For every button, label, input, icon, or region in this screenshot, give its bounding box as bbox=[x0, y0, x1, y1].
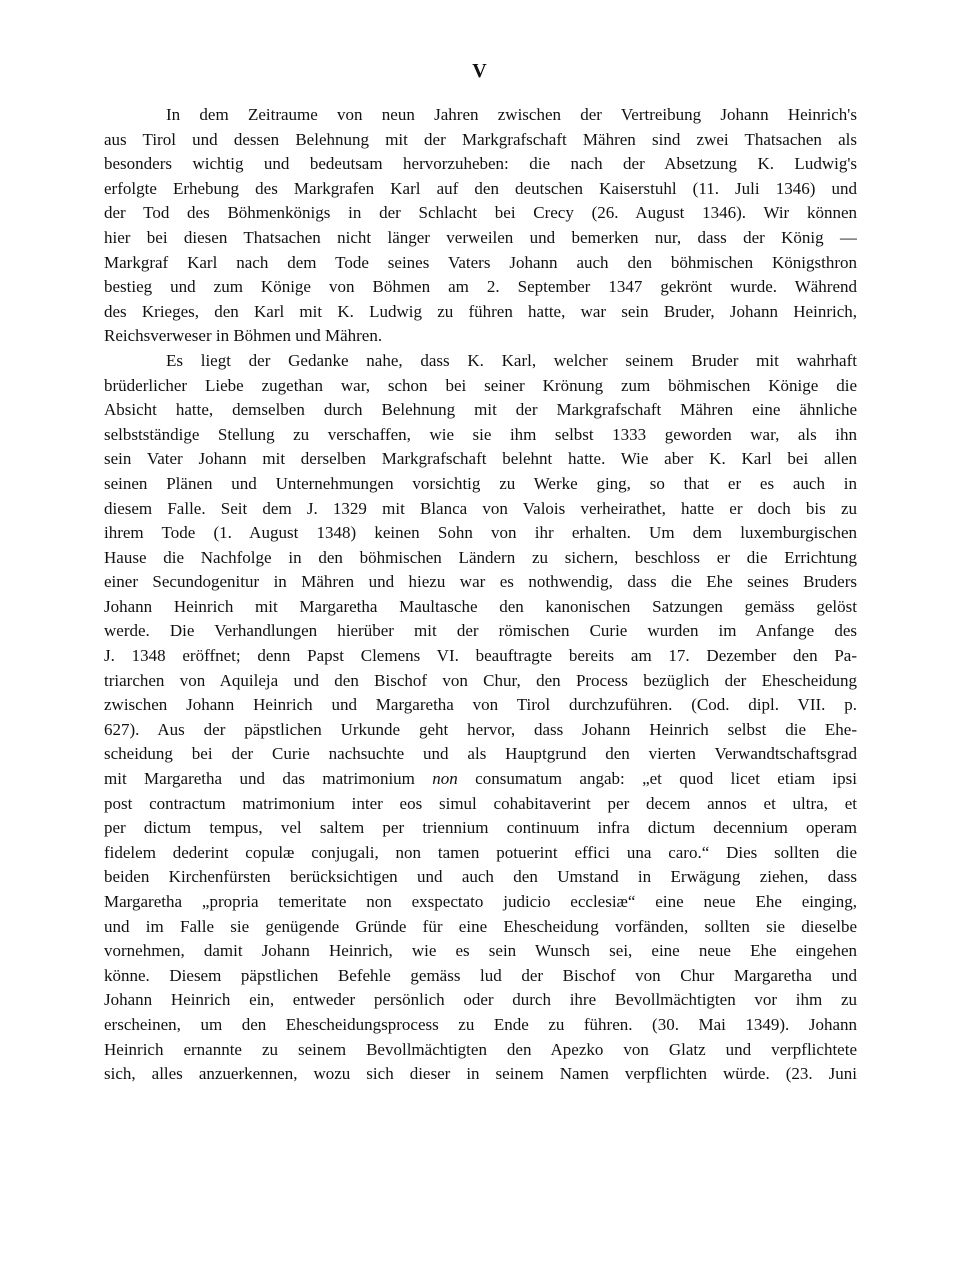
text-line: besonders wichtig und bedeutsam hervorzuheben: die nach der Absetzung K. Ludwig's bbox=[104, 154, 857, 174]
text-line: Margaretha „propria temeritate non exspectato judicio ecclesiæ“ eine neue Ehe einging, bbox=[104, 892, 857, 911]
text-line: J. 1348 eröffnet; denn Papst Clemens VI. beauftragte bereits am 17. Dezember den Pa- bbox=[104, 646, 857, 666]
text-line: fidelem dederint copulæ conjugali, non tamen potuerint effici una caro.“ Dies sollten die bbox=[104, 842, 857, 862]
text-line: ihrem Tode (1. August 1348) keinen Sohn von ihr erhalten. Um dem luxemburgischen bbox=[104, 523, 857, 543]
text-line: einer Secundogenitur in Mähren und hiezu war es nothwendig, dass die Ehe seines Bruders bbox=[104, 572, 857, 592]
text-line: post contractum matrimonium inter eos simul cohabitaverint per decem annos et ultra, et bbox=[104, 793, 857, 813]
text-line: Hause die Nachfolge in den böhmischen Ländern zu sichern, beschloss er die Errichtung bbox=[104, 547, 857, 567]
text-line: scheidung bei der Curie nachsuchte und als Hauptgrund den vierten Verwandtschaftsgrad bbox=[104, 744, 857, 764]
page-number: V bbox=[472, 60, 488, 82]
text-line: werde. Die Verhandlungen hierüber mit der römischen Curie wurden im Anfange des bbox=[104, 621, 857, 641]
text-line: brüderlicher Liebe zugethan war, schon bei seiner Krönung zum böhmischen Könige die bbox=[104, 375, 857, 395]
text-line: aus Tirol und dessen Belehnung mit der Markgrafschaft Mähren sind zwei Thatsachen als bbox=[104, 129, 857, 149]
body-text bbox=[104, 103, 857, 1087]
text-line: vornehmen, damit Johann Heinrich, wie es sein Wunsch sei, eine neue Ehe eingehen bbox=[104, 941, 857, 961]
text-line: erfolgte Erhebung des Markgrafen Karl auf den deutschen Kaiserstuhl (11. Juli 1346) und bbox=[104, 178, 857, 198]
text-line: und im Falle sie genügende Gründe für eine Ehescheidung vorfänden, sollten sie dieselbe bbox=[104, 916, 857, 936]
text-line: zwischen Johann Heinrich und Margaretha von Tirol durchzuführen. (Cod. dipl. VII. p. bbox=[104, 695, 857, 715]
text-line: hier bei diesen Thatsachen nicht länger verweilen und bemerken nur, dass der König — bbox=[104, 227, 857, 247]
text-line: diesem Falle. Seit dem J. 1329 mit Blanca von Valois verheirathet, hatte er doch bis zu bbox=[104, 498, 857, 518]
text-line: per dictum tempus, vel saltem per triennium continuum infra dictum decennium operam bbox=[104, 818, 857, 838]
text-line: Heinrich ernannte zu seinem Bevollmächtigten den Apezko von Glatz und verpflichtete bbox=[104, 1039, 857, 1059]
text-line: triarchen von Aquileja und den Bischof von Chur, den Process bezüglich der Ehescheidung bbox=[104, 670, 857, 690]
text-line: der Tod des Böhmenkönigs in der Schlacht bei Crecy (26. August 1346). Wir können bbox=[104, 203, 857, 223]
text-line: bestieg und zum Könige von Böhmen am 2. September 1347 gekrönt wurde. Während bbox=[104, 277, 857, 297]
emphasis-word: non bbox=[432, 769, 458, 789]
text-line: In dem Zeitraume von neun Jahren zwischen der Vertreibung Johann Heinrich's bbox=[166, 105, 857, 124]
text-line: Es liegt der Gedanke nahe, dass K. Karl, welcher seinem Bruder mit wahrhaft bbox=[166, 350, 857, 370]
text-line: beiden Kirchenfürsten berücksichtigen und auch den Umstand in Erwägung ziehen, dass bbox=[104, 867, 857, 887]
text-line: könne. Diesem päpstlichen Befehle gemäss lud der Bischof von Chur Margaretha und bbox=[104, 965, 857, 985]
text-line: seinen Plänen und Unternehmungen vorsichtig zu Werke ging, so that er es auch in bbox=[104, 473, 857, 493]
text-line: erscheinen, um den Ehescheidungsprocess zu Ende zu führen. (30. Mai 1349). Johann bbox=[104, 1014, 857, 1034]
text-line: 627). Aus der päpstlichen Urkunde geht hervor, dass Johann Heinrich selbst die Ehe- bbox=[104, 719, 857, 739]
text-line: Johann Heinrich ein, entweder persönlich oder durch ihre Bevollmächtigten vor ihm zu bbox=[104, 990, 857, 1010]
text-line: Markgraf Karl nach dem Tode seines Vaters Johann auch den böhmischen Königsthron bbox=[104, 252, 857, 272]
text-line: selbstständige Stellung zu verschaffen, wie sie ihm selbst 1333 geworden war, als ihn bbox=[104, 424, 857, 444]
text-line: Johann Heinrich mit Margaretha Maultasche den kanonischen Satzungen gemäss gelöst bbox=[104, 596, 857, 616]
text-line: sein Vater Johann mit derselben Markgrafschaft belehnt hatte. Wie aber K. Karl bei allen bbox=[104, 449, 857, 469]
text-line: Absicht hatte, demselben durch Belehnung mit der Markgrafschaft Mähren eine ähnliche bbox=[104, 400, 857, 420]
text-line: Reichsverweser in Böhmen und Mähren. bbox=[104, 326, 383, 346]
text-line: des Krieges, den Karl mit K. Ludwig zu führen hatte, war sein Bruder, Johann Heinrich, bbox=[104, 301, 857, 321]
text-line: sich, alles anzuerkennen, wozu sich dieser in seinem Namen verpflichten würde. (23. Juni bbox=[104, 1064, 857, 1084]
text-line: mit Margaretha und das matrimonium non consumatum angab: „et quod licet etiam ipsi bbox=[104, 769, 857, 789]
